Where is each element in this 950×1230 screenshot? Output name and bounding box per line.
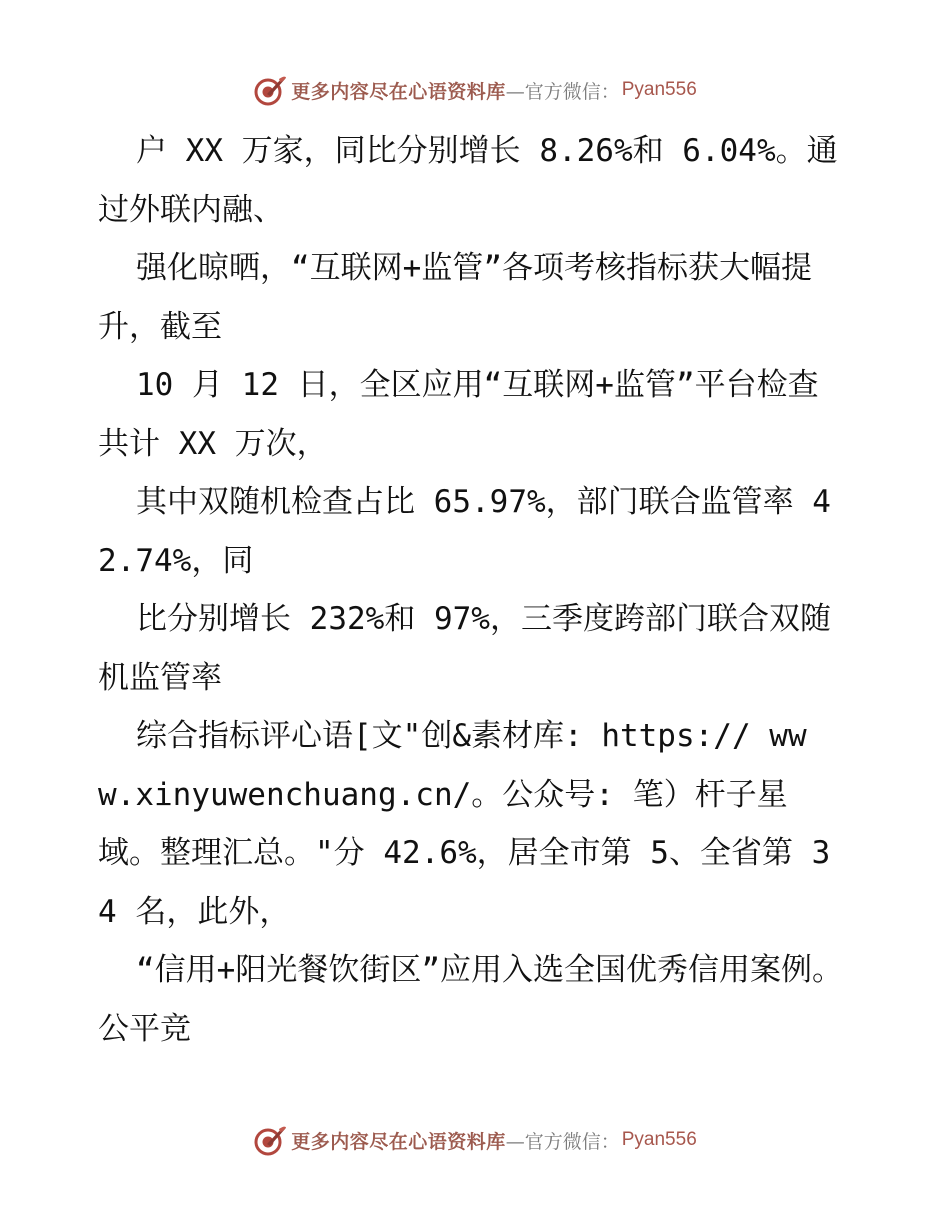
paragraph: 10 月 12 日，全区应用“互联网+监管”平台检查共计 XX 万次， <box>98 367 819 462</box>
paragraph: 强化晾晒，“互联网+监管”各项考核指标获大幅提升，截至 <box>98 250 812 345</box>
quill-logo-icon <box>253 1123 287 1157</box>
footer-contact-value: Pyan556 <box>621 1129 697 1150</box>
paragraph: 其中双随机检查占比 65.97%，部门联合监管率 42.74%，同 <box>98 484 831 579</box>
paragraph: “信用+阳光餐饮街区”应用入选全国优秀信用案例。公平竞 <box>98 952 843 1047</box>
paragraph: 综合指标评心语[文"创&素材库: https:// www.xinyuwenchuang.cn/。公众号: 笔）杆子星域。整理汇总。"分 42.6%，居全市第 5、全省第 34 名，此外， <box>98 718 831 930</box>
header-contact-label: —官方微信： <box>505 80 620 103</box>
document-body <box>98 122 843 1058</box>
paragraph: 比分别增长 232%和 97%，三季度跨部门联合双随机监管率 <box>98 601 831 696</box>
header-banner <box>0 70 950 110</box>
paragraph: 户 XX 万家，同比分别增长 8.26%和 6.04%。通过外联内融、 <box>98 133 838 228</box>
footer-banner <box>0 1120 950 1160</box>
footer-title: 更多内容尽在心语资料库 <box>291 1130 506 1153</box>
quill-logo-icon <box>253 73 287 107</box>
footer-contact-label: —官方微信： <box>505 1130 620 1153</box>
header-title: 更多内容尽在心语资料库 <box>291 80 506 103</box>
header-contact-value: Pyan556 <box>621 79 697 100</box>
